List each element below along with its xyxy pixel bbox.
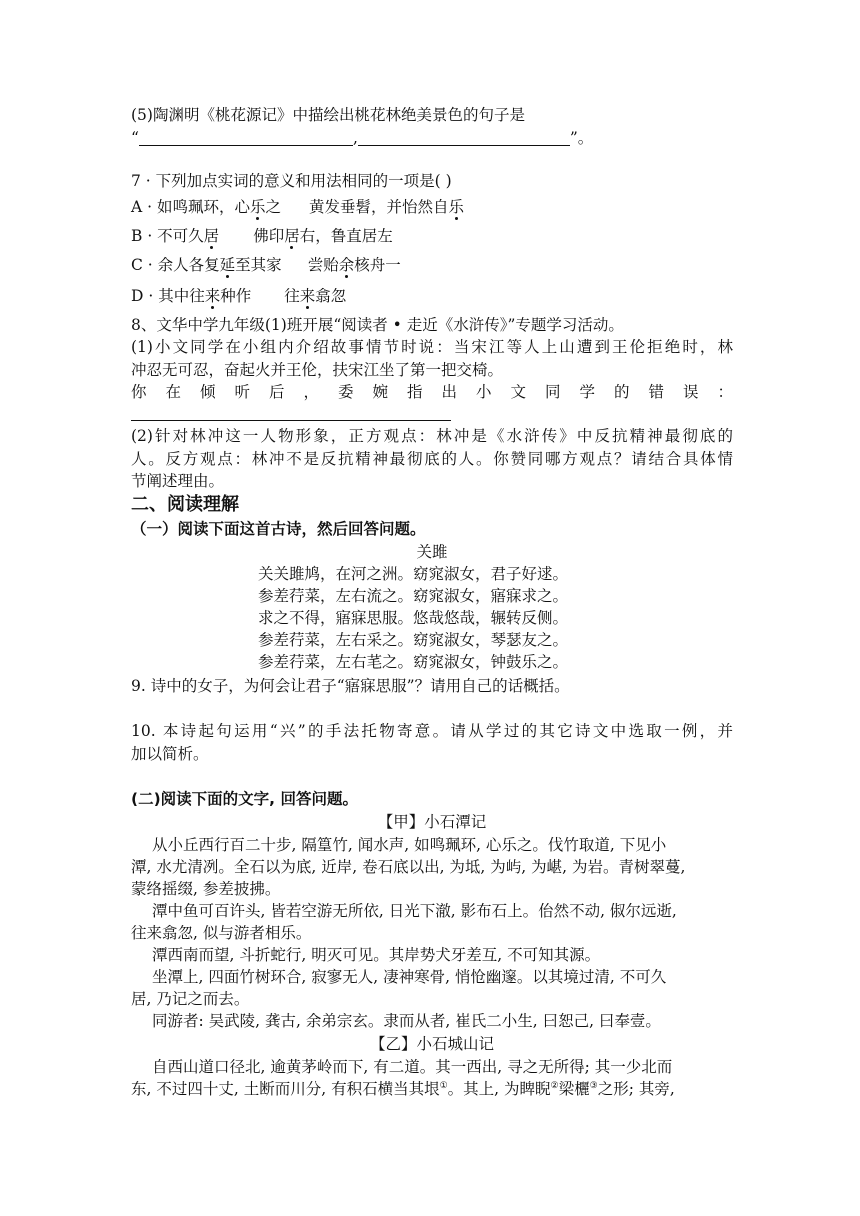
part2-heading: (二)阅读下面的文字, 回答问题。 (131, 790, 358, 808)
option-b-part2: 佛印 (253, 227, 285, 245)
yi-line2-part4: 之形; 其旁, (597, 1080, 675, 1098)
q8-p1-line2: 冲忍无可忍，奋起火并王伦，扶宋江坐了第一把交椅。 (131, 361, 504, 379)
passage-jia-line: 蒙络摇缀, 参差披拂。 (131, 880, 281, 898)
yi-line2-part1: 东, 不过四十丈, 土断而川分, 有积石横当其垠 (131, 1080, 440, 1098)
q8-stem: 8、文华中学九年级(1)班开展“阅读者 • 走近《水浒传》”专题学习活动。 (131, 316, 624, 334)
option-a-part2: 黄发垂髫，并怡然自 (309, 198, 449, 216)
passage-jia-line: 居, 乃记之而去。 (131, 990, 250, 1008)
passage-jia-line: 往来翕忽, 似与游者相乐。 (131, 924, 312, 942)
q5-close-quote: ”。 (569, 129, 594, 147)
poem-line: 关关雎鸠，在河之洲。窈窕淑女，君子好逑。 (258, 565, 569, 583)
option-a-part1: A · 如鸣珮环，心 (131, 198, 250, 216)
option-b-dotted-word: 居 (203, 227, 220, 245)
q5-answer-blank-1[interactable] (139, 129, 353, 146)
footnote-marker[interactable]: ② (550, 1080, 559, 1091)
option-c-part1-end: 至其家 (235, 256, 282, 274)
q5-open-quote: “ (131, 129, 139, 147)
option-c-part2: 尝贻 (307, 256, 339, 274)
option-b-part1: B · 不可久 (131, 227, 204, 245)
q5-answer-blank-2[interactable] (358, 129, 570, 146)
option-b-part2-end: 右，鲁直居左 (299, 227, 393, 245)
q7-option-b (131, 225, 733, 247)
option-c-dotted-word: 延 (219, 256, 236, 274)
q8-p1-line1: (1)小文同学在小组内介绍故事情节时说：当宋江等人上山遭到王伦拒绝时，林 (131, 338, 733, 356)
q7-option-a (131, 196, 733, 218)
option-d-dotted-word-2: 来 (299, 287, 316, 305)
q8-p2-line2: 人。反方观点：林冲不是反抗精神最彻底的人。你赞同哪方观点？请结合具体情 (131, 450, 733, 468)
poem-line: 参差荇菜，左右采之。窈窕淑女，琴瑟友之。 (258, 631, 569, 649)
option-d-part1: D · 其中往 (131, 287, 205, 305)
footnote-marker[interactable]: ③ (589, 1080, 598, 1091)
passage-yi-title: 【乙】小石城山记 (369, 1035, 494, 1053)
passage-jia-title: 【甲】小石潭记 (377, 813, 487, 831)
q8-p2-line1: (2)针对林冲这一人物形象，正方观点：林冲是《水浒传》中反抗精神最彻底的 (131, 427, 733, 445)
yi-line2-part3: 梁欐 (558, 1080, 590, 1098)
yi-line2-part2: 。其上, 为睥睨 (447, 1080, 551, 1098)
passage-jia-line: 同游者: 吴武陵, 龚古, 余弟宗玄。隶而从者, 崔氏二小生, 曰恕己, 曰奉壹。 (152, 1012, 661, 1030)
passage-yi-line1: 自西山道口径北, 逾黄茅岭而下, 有二道。其一西出, 寻之无所得; 其一少北而 (152, 1058, 673, 1076)
option-c-dotted-word-2: 余 (338, 256, 355, 274)
q5-comma: , (352, 129, 358, 147)
poem-title: 关雎 (416, 543, 448, 561)
passage-jia-line: 潭西南而望, 斗折蛇行, 明灭可见。其岸势犬牙差互, 不可知其源。 (152, 946, 601, 964)
passage-jia-line: 从小丘西行百二十步, 隔篁竹, 闻水声, 如鸣珮环, 心乐之。伐竹取道, 下见小 (152, 836, 667, 854)
option-b-dotted-word-2: 居 (284, 227, 300, 245)
q8-p2-line3: 节阐述理由。 (131, 472, 225, 490)
q7-stem: 7 · 下列加点实词的意义和用法相同的一项是( ) (131, 172, 452, 190)
q5-line1: (5)陶渊明《桃花源记》中描绘出桃花林绝美景色的句子是 (131, 106, 525, 124)
q5-line2 (131, 127, 733, 149)
option-a-part1-end: 之 (265, 198, 282, 216)
option-a-dotted-word-2: 乐 (448, 198, 465, 216)
poem-line: 求之不得，寤寐思服。悠哉悠哉，辗转反侧。 (258, 609, 569, 627)
option-d-dotted-word: 来 (204, 287, 221, 305)
passage-jia-line: 坐潭上, 四面竹树环合, 寂寥无人, 凄神寒骨, 悄怆幽邃。以其境过清, 不可久 (152, 968, 667, 986)
passage-jia-line: 潭, 水尤清冽。全石以为底, 近岸, 卷石底以出, 为坻, 为屿, 为嵁, 为岩。青树翠蔓, (131, 858, 686, 876)
option-c-part2-end: 核舟一 (354, 256, 401, 274)
q10-line1: 10. 本诗起句运用“兴”的手法托物寄意。请从学过的其它诗文中选取一例，并 (131, 722, 733, 740)
part1-heading: （一）阅读下面这首古诗，然后回答问题。 (131, 520, 426, 538)
q7-option-d (131, 285, 733, 307)
poem-line: 参差荇菜，左右流之。窈窕淑女，寤寐求之。 (258, 587, 569, 605)
q10-line2: 加以简析。 (131, 745, 209, 763)
option-d-part2-end: 翕忽 (315, 287, 347, 305)
section-heading: 二、阅读理解 (131, 494, 239, 515)
option-d-part1-end: 种作 (220, 287, 252, 305)
poem-line: 参差荇菜，左右芼之。窈窕淑女，钟鼓乐之。 (258, 653, 569, 671)
option-d-part2: 往 (284, 287, 300, 305)
q8-p1-line3: 你在倾听后，委婉指出小文同学的错误： (131, 383, 733, 401)
passage-jia-line: 潭中鱼可百许头, 皆若空游无所依, 日光下澈, 影布石上。佁然不动, 俶尔远逝, (152, 902, 677, 920)
option-a-dotted-word: 乐 (249, 198, 266, 216)
q7-option-c (131, 254, 733, 276)
q8-answer-line[interactable] (131, 420, 451, 421)
footnote-marker[interactable]: ① (439, 1080, 448, 1091)
option-c-part1: C · 余人各复 (131, 256, 220, 274)
passage-yi-line2 (131, 1078, 733, 1100)
q9: 9. 诗中的女子，为何会让君子“寤寐思服”？请用自己的话概括。 (131, 677, 570, 695)
